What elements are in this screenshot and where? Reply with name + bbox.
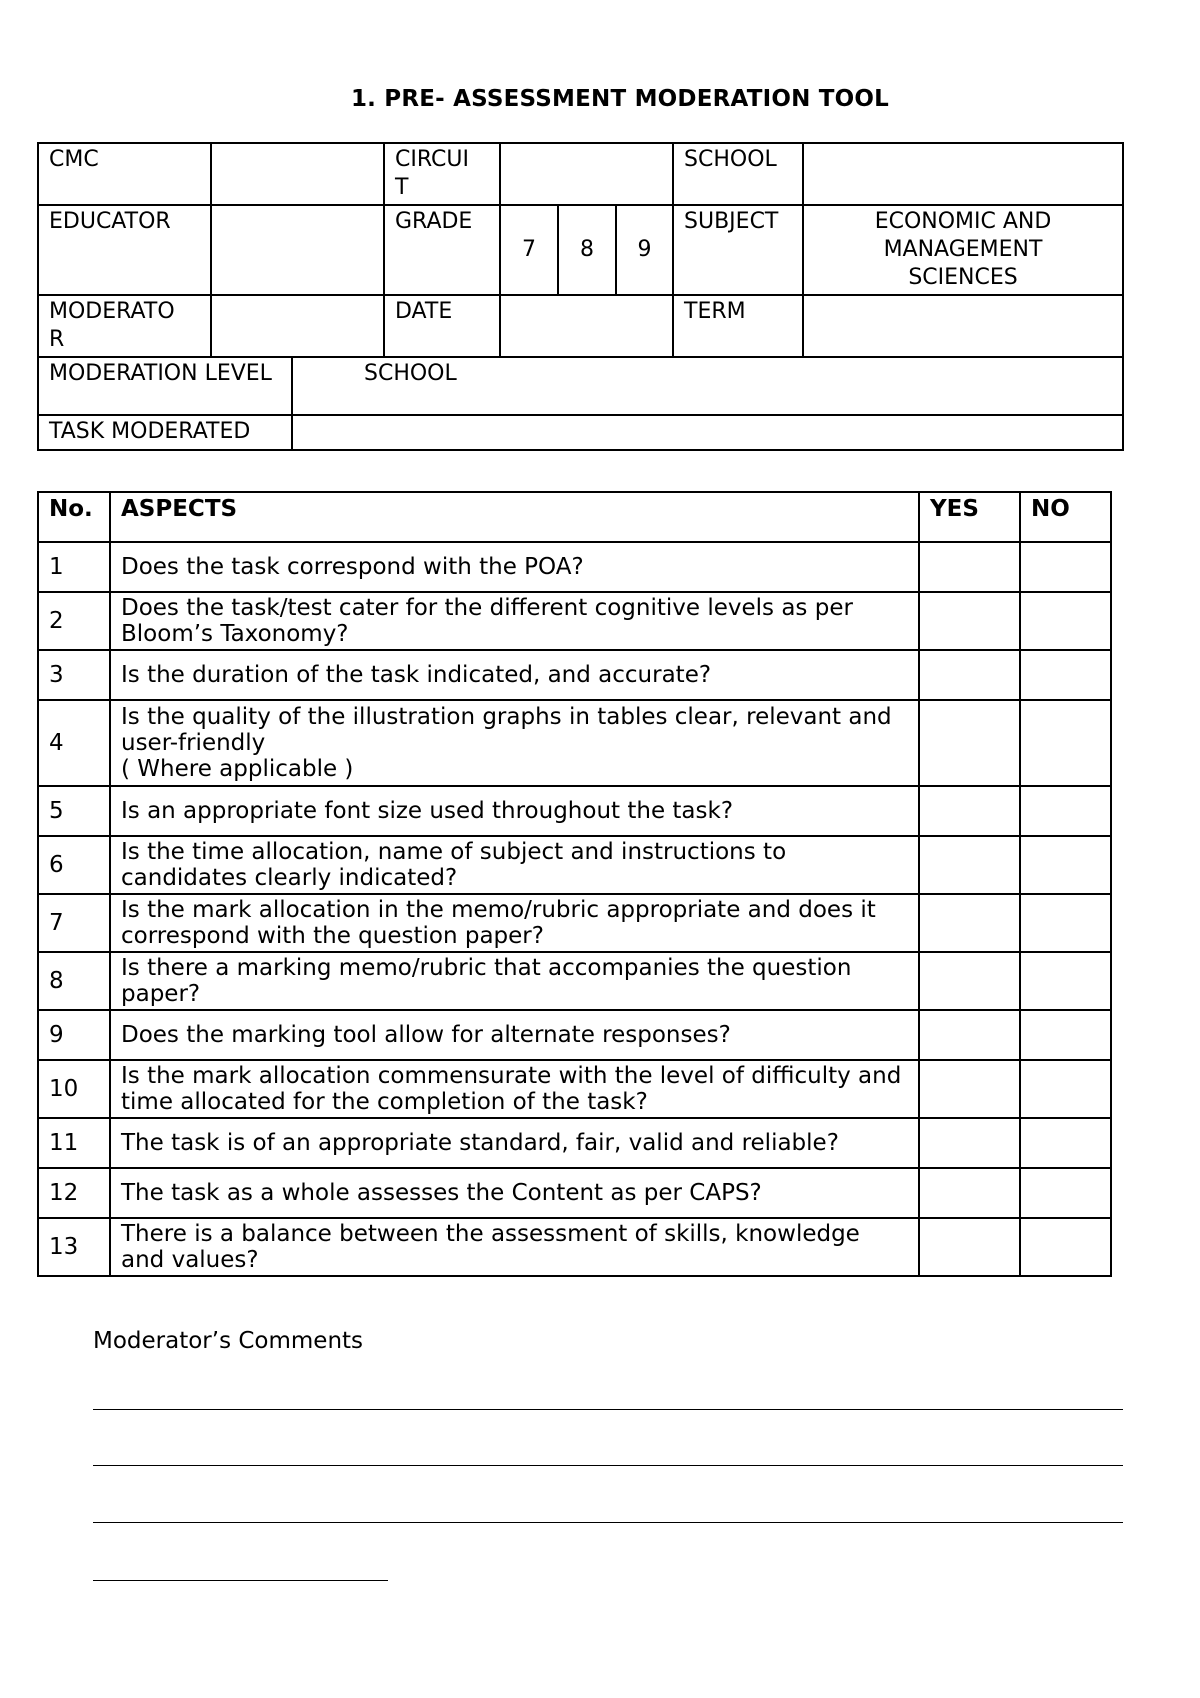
aspect-no-cell[interactable]	[1020, 952, 1111, 1010]
aspect-yes-cell[interactable]	[919, 894, 1020, 952]
school-field[interactable]	[803, 143, 1123, 205]
grade-7-option[interactable]: 7	[500, 205, 558, 295]
aspect-no-cell[interactable]	[1020, 650, 1111, 700]
aspect-no-cell[interactable]	[1020, 700, 1111, 786]
aspect-yes-cell[interactable]	[919, 592, 1020, 650]
header-aspects: ASPECTS	[110, 492, 919, 542]
aspect-yes-cell[interactable]	[919, 786, 1020, 836]
moderation-level-label: MODERATION LEVEL	[39, 358, 293, 414]
aspect-row	[38, 786, 1111, 836]
aspect-text: Is there a marking memo/rubric that accompanies the question paper?	[110, 952, 919, 1010]
signature-line[interactable]	[93, 1580, 388, 1581]
aspect-row	[38, 700, 1111, 786]
aspect-yes-cell[interactable]	[919, 700, 1020, 786]
moderation-level-value: SCHOOL	[364, 361, 457, 386]
aspect-number: 8	[38, 952, 110, 1010]
comment-line[interactable]	[93, 1522, 1123, 1523]
aspect-number: 13	[38, 1218, 110, 1276]
aspect-text: Is the mark allocation commensurate with the level of difficulty and time allocated for the completion of the task?	[110, 1060, 919, 1118]
aspect-yes-cell[interactable]	[919, 650, 1020, 700]
aspect-text: Is the time allocation, name of subject and instructions to candidates clearly indicated?	[110, 836, 919, 894]
aspect-row	[38, 1218, 1111, 1276]
aspect-row	[38, 894, 1111, 952]
aspect-yes-cell[interactable]	[919, 1060, 1020, 1118]
aspect-number: 9	[38, 1010, 110, 1060]
aspect-yes-cell[interactable]	[919, 1218, 1020, 1276]
aspect-number: 7	[38, 894, 110, 952]
aspect-number: 11	[38, 1118, 110, 1168]
aspect-no-cell[interactable]	[1020, 542, 1111, 592]
date-field[interactable]	[500, 295, 673, 357]
aspect-row	[38, 952, 1111, 1010]
aspect-yes-cell[interactable]	[919, 1168, 1020, 1218]
aspect-row	[38, 836, 1111, 894]
aspect-no-cell[interactable]	[1020, 1060, 1111, 1118]
subject-value: ECONOMIC AND MANAGEMENT SCIENCES	[803, 205, 1123, 295]
circuit-field[interactable]	[500, 143, 673, 205]
aspect-number: 10	[38, 1060, 110, 1118]
comment-line[interactable]	[93, 1465, 1123, 1466]
aspect-text: There is a balance between the assessment of skills, knowledge and values?	[110, 1218, 919, 1276]
aspect-row	[38, 542, 1111, 592]
aspect-text: The task as a whole assesses the Content as per CAPS?	[110, 1168, 919, 1218]
aspects-header-row	[38, 492, 1111, 542]
aspect-no-cell[interactable]	[1020, 786, 1111, 836]
aspect-yes-cell[interactable]	[919, 1118, 1020, 1168]
task-moderated-field[interactable]	[293, 416, 1122, 449]
aspect-no-cell[interactable]	[1020, 1118, 1111, 1168]
aspect-text: The task is of an appropriate standard, fair, valid and reliable?	[110, 1118, 919, 1168]
moderation-info-table	[37, 142, 1124, 451]
grade-9-option[interactable]: 9	[616, 205, 673, 295]
aspect-number: 12	[38, 1168, 110, 1218]
aspect-no-cell[interactable]	[1020, 894, 1111, 952]
moderator-field[interactable]	[211, 295, 384, 357]
header-no-col: NO	[1020, 492, 1111, 542]
aspect-row	[38, 1118, 1111, 1168]
aspect-number: 6	[38, 836, 110, 894]
aspect-no-cell[interactable]	[1020, 1010, 1111, 1060]
aspect-text: Is the duration of the task indicated, and accurate?	[110, 650, 919, 700]
aspect-text: Does the marking tool allow for alternate responses?	[110, 1010, 919, 1060]
aspect-row	[38, 592, 1111, 650]
aspect-text: Is an appropriate font size used throughout the task?	[110, 786, 919, 836]
aspect-text: Is the mark allocation in the memo/rubric appropriate and does it correspond with the question paper?	[110, 894, 919, 952]
task-moderated-row	[38, 415, 1123, 450]
aspect-number: 1	[38, 542, 110, 592]
term-label: TERM	[673, 295, 803, 357]
school-label: SCHOOL	[673, 143, 803, 205]
term-field[interactable]	[803, 295, 1123, 357]
aspect-yes-cell[interactable]	[919, 836, 1020, 894]
aspect-no-cell[interactable]	[1020, 1218, 1111, 1276]
aspect-row	[38, 1010, 1111, 1060]
aspect-yes-cell[interactable]	[919, 952, 1020, 1010]
aspect-row	[38, 1168, 1111, 1218]
header-yes: YES	[919, 492, 1020, 542]
aspect-text: Is the quality of the illustration graphs in tables clear, relevant and user-friendly ( Where applicable )	[110, 700, 919, 786]
educator-field[interactable]	[211, 205, 384, 295]
task-moderated-label: TASK MODERATED	[39, 416, 293, 449]
cmc-label: CMC	[38, 143, 211, 205]
subject-label: SUBJECT	[673, 205, 803, 295]
date-label: DATE	[384, 295, 500, 357]
cmc-field[interactable]	[211, 143, 384, 205]
educator-label: EDUCATOR	[38, 205, 211, 295]
aspect-number: 4	[38, 700, 110, 786]
aspect-no-cell[interactable]	[1020, 592, 1111, 650]
circuit-label: CIRCUI T	[384, 143, 500, 205]
grade-label: GRADE	[384, 205, 500, 295]
aspect-no-cell[interactable]	[1020, 1168, 1111, 1218]
aspect-text: Does the task correspond with the POA?	[110, 542, 919, 592]
aspect-number: 5	[38, 786, 110, 836]
aspect-no-cell[interactable]	[1020, 836, 1111, 894]
aspect-yes-cell[interactable]	[919, 542, 1020, 592]
comment-line[interactable]	[93, 1409, 1123, 1410]
header-no: No.	[38, 492, 110, 542]
moderation-level-row	[38, 357, 1123, 415]
aspect-text: Does the task/test cater for the different cognitive levels as per Bloom’s Taxonomy?	[110, 592, 919, 650]
aspect-yes-cell[interactable]	[919, 1010, 1020, 1060]
grade-8-option[interactable]: 8	[558, 205, 616, 295]
aspects-checklist-table	[37, 491, 1112, 1277]
moderator-label: MODERATO R	[38, 295, 211, 357]
aspect-row	[38, 650, 1111, 700]
aspect-number: 3	[38, 650, 110, 700]
page-title: 1. PRE- ASSESSMENT MODERATION TOOL	[350, 86, 890, 112]
aspect-number: 2	[38, 592, 110, 650]
aspect-row	[38, 1060, 1111, 1118]
moderator-comments-label: Moderator’s Comments	[93, 1328, 364, 1354]
